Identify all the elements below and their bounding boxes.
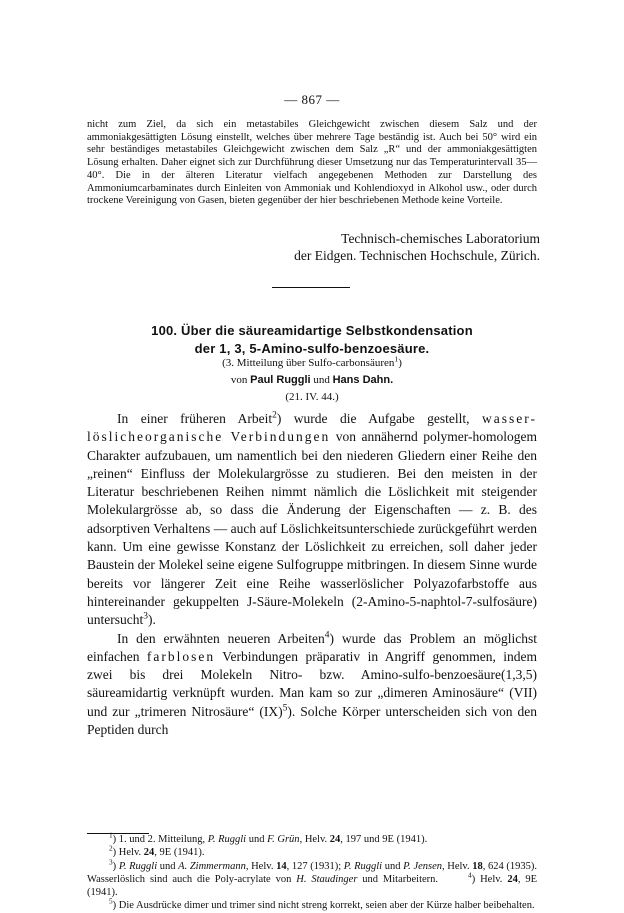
- text-run: ) wurde die Aufgabe gestellt,: [276, 411, 483, 426]
- footnote-number: 2: [109, 843, 113, 853]
- spaced-emphasis: farblosen: [146, 648, 216, 664]
- text-run: ) Die Ausdrücke dimer und trimer sind nicht streng korrekt, seien aber der Kürze halber beibehalten.: [112, 900, 535, 912]
- text-run: ).: [147, 612, 156, 628]
- text-run: In den erwähnten neueren Arbeiten: [117, 630, 325, 646]
- text-run: , Helv.: [442, 860, 473, 872]
- subtitle-close: ): [398, 357, 402, 369]
- affiliation: [190, 230, 540, 264]
- affiliation-line-1: Technisch-chemisches Laboratorium: [341, 231, 540, 246]
- author-1: Paul Ruggli: [250, 374, 311, 386]
- spaced-emphasis: wasser-löslicheorganische Verbindungen: [87, 411, 537, 445]
- article-title-line-2: der 1, 3, 5-Amino-sulfo-benzoesäure.: [194, 341, 430, 356]
- author-name: P. Jensen: [403, 860, 443, 872]
- text-run: ) Helv.: [112, 847, 144, 859]
- footnote-2: [87, 843, 537, 859]
- text-run: , 127 (1931);: [286, 860, 344, 872]
- footnote-number: 1: [109, 830, 113, 840]
- author-2: Hans Dahn.: [332, 374, 394, 386]
- volume: 18: [472, 860, 483, 872]
- text-run: und: [157, 860, 179, 872]
- text-run: , 624 (1935). Wasserlöslich sind auch die Poly-acrylate von: [87, 860, 538, 885]
- text-run: Verbindungen präparativ in Angriff genommen, indem zwei bis drei Molekeln Nitro- bzw. Amino-sulfo-benzoesäure(1,3,5) säureamidartig verknüpft wurden. Man kam so zur „dimeren Aminosäure“ (VII) und zur „trimeren Nitrosäure“ (IX): [87, 648, 537, 719]
- text-run: ) 1. und 2. Mitteilung,: [112, 834, 208, 845]
- text-run: ) Helv.: [471, 873, 508, 885]
- text-run: , Helv.: [245, 860, 277, 872]
- body-paragraph-1: [87, 410, 537, 630]
- text-run: und: [382, 860, 404, 872]
- article-subtitle: [0, 354, 624, 369]
- body-paragraph-2: [87, 630, 537, 740]
- affiliation-line-2: der Eidgen. Technischen Hochschule, Zürich.: [294, 248, 540, 263]
- article-body: [87, 410, 537, 739]
- text-run: , Helv.: [299, 834, 330, 845]
- footnote-3: [87, 857, 538, 900]
- authors-line: [0, 374, 624, 386]
- footnote-ref[interactable]: 2: [272, 410, 277, 421]
- footnote-number: 4: [468, 870, 472, 880]
- volume: 24: [329, 834, 341, 845]
- text-run: In einer früheren Arbeit: [117, 411, 273, 426]
- intro-paragraph: nicht zum Ziel, da sich ein metastabiles Gleichgewicht zwischen diesem Salz und der ammoniakgesättigten Lösung einstellt, welches über mehrere Tage beständig ist. Auch bei 50° wird ein sehr beständiges metastabiles Gleichgewicht zwischen dem Salz „R“ und der ammoniakgesättigten Lösung erhalten. Daher eignet sich zur Durchführung dieser Umsetzung nur das Temperaturintervall 35—40°. Die in der älteren Literatur vielfach angegebenen Methoden zur Darstellung des Ammoniumcarbaminates durch Einleiten von Ammoniak und Kohlendioxyd in Alkohol usw., oder durch trockene Vereinigung von Gasen, bieten gegenüber der hier beschriebenen Methode keine Vorteile.: [87, 119, 537, 207]
- text-run: und Mitarbeitern.: [357, 873, 439, 885]
- page-number: — 867 —: [284, 92, 340, 107]
- received-date: (21. IV. 44.): [285, 391, 339, 403]
- subtitle-text: (3. Mitteilung über Sulfo-carbonsäuren: [222, 357, 395, 369]
- text-run: von annähernd polymer-homologem Charakter aufzubauen, um namentlich bei den niederen Gliedern einer Reihe den „reinen“ Einfluss der Molekulargrösse zu studieren. Bei den meisten in der Literatur beschriebenen Reihen nimmt nämlich die Löslichkeit mit steigender Molekulargrösse ab, so dass die Änderung der Eigenschaften — z. B. des adsorptiven Verhaltens — auch auf Löslichkeitsunterschiede zurückgeführt werden kann. Um eine gewisse Konstanz der Löslichkeit zu erreichen, soll daher jeder Baustein der Molekel seine eigene Sulfogruppe mitbringen. In diesem Sinne wurde bereits vor längerer Zeit eine Reihe wasserlöslicher Polyazofarbstoffe aus hintereinander gekuppelten J-Säure-Molekeln (2-Amino-5-naphtol-7-sulfosäure) untersucht: [87, 429, 537, 628]
- footnote-ref[interactable]: 3: [143, 611, 148, 622]
- author-name: P. Ruggli: [343, 860, 383, 872]
- footnote-number: 5: [109, 896, 113, 906]
- footnote-number: 3: [109, 857, 113, 867]
- text-run: ): [112, 860, 119, 872]
- and-text: und: [310, 374, 333, 386]
- text-run: , 9E (1941).: [87, 873, 537, 899]
- section-divider: [272, 287, 350, 288]
- text-run: , 9E (1941).: [154, 847, 205, 859]
- by-text: von: [230, 374, 251, 386]
- footnote-ref[interactable]: 4: [324, 630, 330, 641]
- text-run: ). Solche Körper unterscheiden sich von den Peptiden durch: [87, 703, 537, 738]
- author-name: P. Ruggli: [207, 834, 247, 845]
- previous-article-ending: [87, 119, 537, 208]
- author-name: H. Staudinger: [296, 873, 358, 885]
- text-run: ) wurde das Problem an möglichst einfachen: [87, 630, 538, 664]
- volume: 24: [143, 847, 155, 859]
- author-name: P. Ruggli: [118, 860, 158, 872]
- text-run: und: [246, 834, 268, 845]
- article-title-line-1: 100. Über die säureamidartige Selbstkondensation: [151, 323, 473, 338]
- author-name: A. Zimmermann: [178, 860, 246, 872]
- footnote-1: [87, 830, 537, 846]
- footnotes: [87, 830, 538, 913]
- author-name: F. Grün: [267, 834, 300, 845]
- footnote-ref[interactable]: 1: [394, 354, 399, 364]
- volume: 14: [276, 860, 287, 872]
- footnote-ref[interactable]: 5: [282, 703, 288, 714]
- volume: 24: [507, 873, 518, 885]
- text-run: , 197 und 9E (1941).: [340, 834, 428, 845]
